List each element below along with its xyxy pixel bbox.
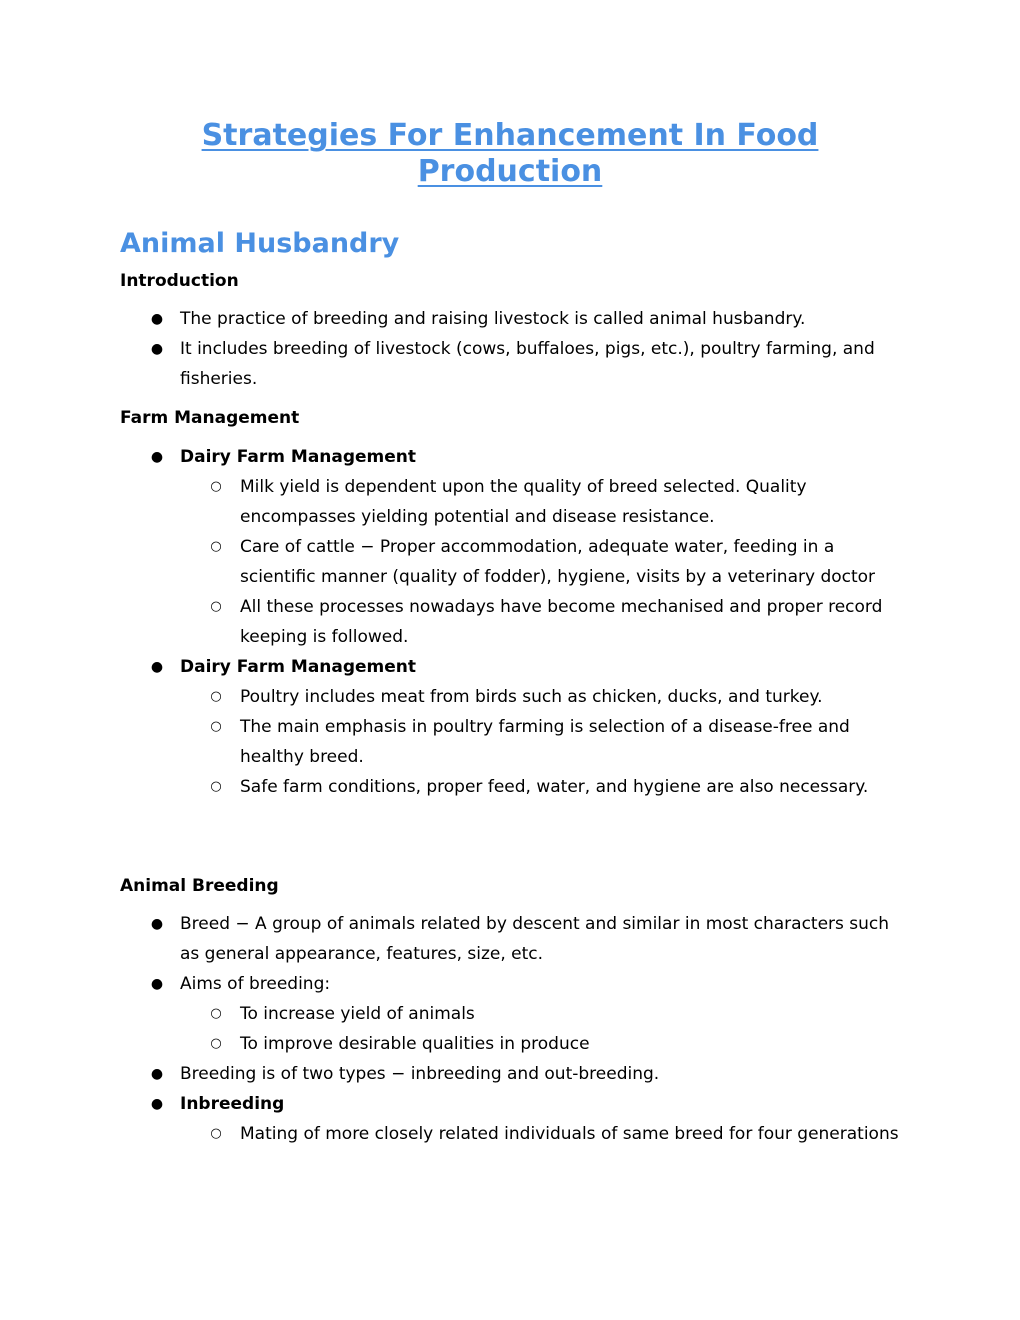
subheading-introduction: Introduction	[120, 271, 239, 291]
bullet-icon: ●	[150, 916, 164, 932]
section-heading-animal-husbandry: Animal Husbandry	[120, 228, 400, 259]
hollow-bullet-icon: ○	[210, 599, 222, 614]
sub-list-item: ○ Safe farm conditions, proper feed, water, and hygiene are also necessary.	[120, 772, 900, 802]
list-item: ● Breed − A group of animals related by descent and similar in most characters such as general appearance, features, size, etc.	[120, 909, 900, 969]
list-item-dairy-farm-management-2: ● Dairy Farm Management	[120, 652, 900, 682]
hollow-bullet-icon: ○	[210, 1006, 222, 1021]
sub-list-item: ○ To increase yield of animals	[120, 999, 900, 1029]
sub-list-item: ○ All these processes nowadays have become mechanised and proper record keeping is followed.	[120, 592, 900, 652]
hollow-bullet-icon: ○	[210, 779, 222, 794]
sub-list-item: ○ The main emphasis in poultry farming is selection of a disease-free and healthy breed.	[120, 712, 900, 772]
list-item: ● It includes breeding of livestock (cows, buffaloes, pigs, etc.), poultry farming, and fisheries.	[120, 334, 900, 394]
subheading-animal-breeding: Animal Breeding	[120, 876, 279, 896]
list-item: ● The practice of breeding and raising livestock is called animal husbandry.	[120, 304, 900, 334]
hollow-bullet-icon: ○	[210, 1036, 222, 1051]
hollow-bullet-icon: ○	[210, 539, 222, 554]
bullet-icon: ●	[150, 659, 164, 675]
farm-management-list	[120, 442, 900, 802]
hollow-bullet-icon: ○	[210, 719, 222, 734]
list-item: ● Breeding is of two types − inbreeding and out-breeding.	[120, 1059, 900, 1089]
introduction-list	[120, 304, 900, 394]
hollow-bullet-icon: ○	[210, 479, 222, 494]
hollow-bullet-icon: ○	[210, 1126, 222, 1141]
sub-list-item: ○ Mating of more closely related individuals of same breed for four generations	[120, 1119, 900, 1149]
animal-breeding-list	[120, 909, 900, 1149]
sub-list-item: ○ Care of cattle − Proper accommodation, adequate water, feeding in a scientific manner (quality of fodder), hygiene, visits by a veterinary doctor	[120, 532, 900, 592]
bullet-icon: ●	[150, 1096, 164, 1112]
sub-list-item: ○ To improve desirable qualities in produce	[120, 1029, 900, 1059]
list-item-inbreeding: ● Inbreeding	[120, 1089, 900, 1119]
hollow-bullet-icon: ○	[210, 689, 222, 704]
bullet-icon: ●	[150, 341, 164, 357]
sub-list-item: ○ Milk yield is dependent upon the quality of breed selected. Quality encompasses yielding potential and disease resistance.	[120, 472, 900, 532]
bullet-icon: ●	[150, 449, 164, 465]
list-item: ● Aims of breeding:	[120, 969, 900, 999]
document-title: Strategies For Enhancement In Food Production	[201, 118, 819, 189]
bullet-icon: ●	[150, 1066, 164, 1082]
bullet-icon: ●	[150, 311, 164, 327]
bullet-icon: ●	[150, 976, 164, 992]
subheading-farm-management: Farm Management	[120, 408, 300, 428]
list-item-dairy-farm-management: ● Dairy Farm Management	[120, 442, 900, 472]
sub-list-item: ○ Poultry includes meat from birds such as chicken, ducks, and turkey.	[120, 682, 900, 712]
